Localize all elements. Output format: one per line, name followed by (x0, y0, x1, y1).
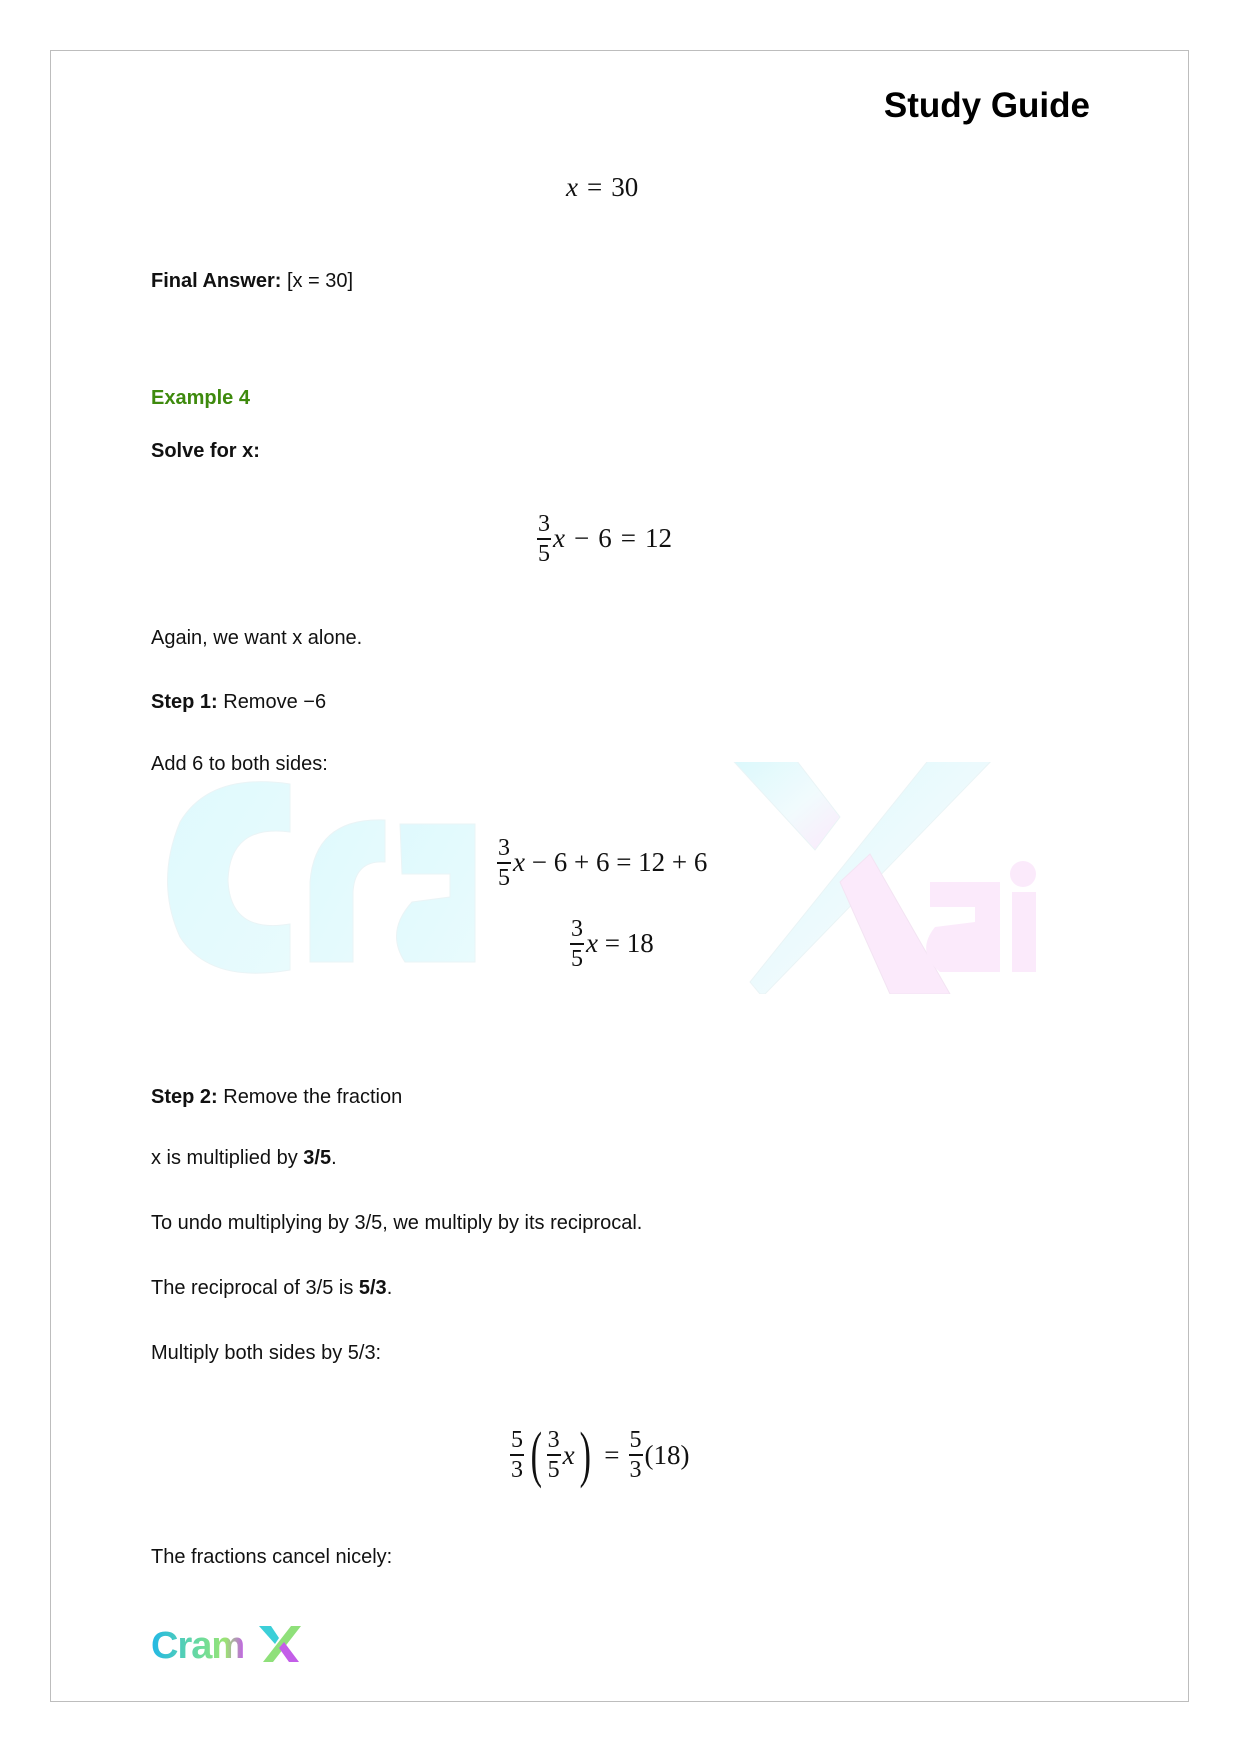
step2-heading: Step 2: Remove the fraction (151, 1086, 403, 1108)
final-answer: Final Answer: [x = 30] (151, 270, 354, 292)
svg-text:Cram: Cram (151, 1625, 245, 1666)
example-equation: $\frac{3}{5}$ x − 6 = 12 (538, 511, 672, 567)
step1-equation-a: $\frac{3}{5}$ x − 6 + 6 = 12 + 6 (498, 835, 708, 891)
intro-text: Again, we want x alone. (151, 627, 363, 649)
example-heading: Example 4 (151, 387, 250, 409)
step1-heading: Step 1: Remove −6 (151, 691, 327, 713)
step2-line5: The fractions cancel nicely: (151, 1546, 393, 1568)
eq-var: x (566, 172, 578, 202)
cramx-logo (151, 1620, 301, 1666)
page-title: Study Guide (883, 86, 1090, 125)
step2-line1: x is multiplied by 3/5. (151, 1147, 337, 1169)
step2-equation: $\frac{5}{3}$ ( $\frac{3}{5}$ x ) = $\frac{5}{3}$ (18) (511, 1421, 690, 1489)
example-prompt: Solve for x: (151, 440, 260, 462)
step1-instruction: Add 6 to both sides: (151, 753, 328, 775)
step1-equation-b: $\frac{3}{5}$ x = 18 (571, 916, 654, 972)
step2-line3: The reciprocal of 3/5 is 5/3. (151, 1277, 393, 1299)
result-equation: x = 30 (566, 172, 639, 202)
fraction: $\frac{3}{5}$ (538, 511, 550, 567)
step2-line4: Multiply both sides by 5/3: (151, 1342, 382, 1364)
step2-line2: To undo multiplying by 3/5, we multiply by its reciprocal. (151, 1212, 643, 1234)
